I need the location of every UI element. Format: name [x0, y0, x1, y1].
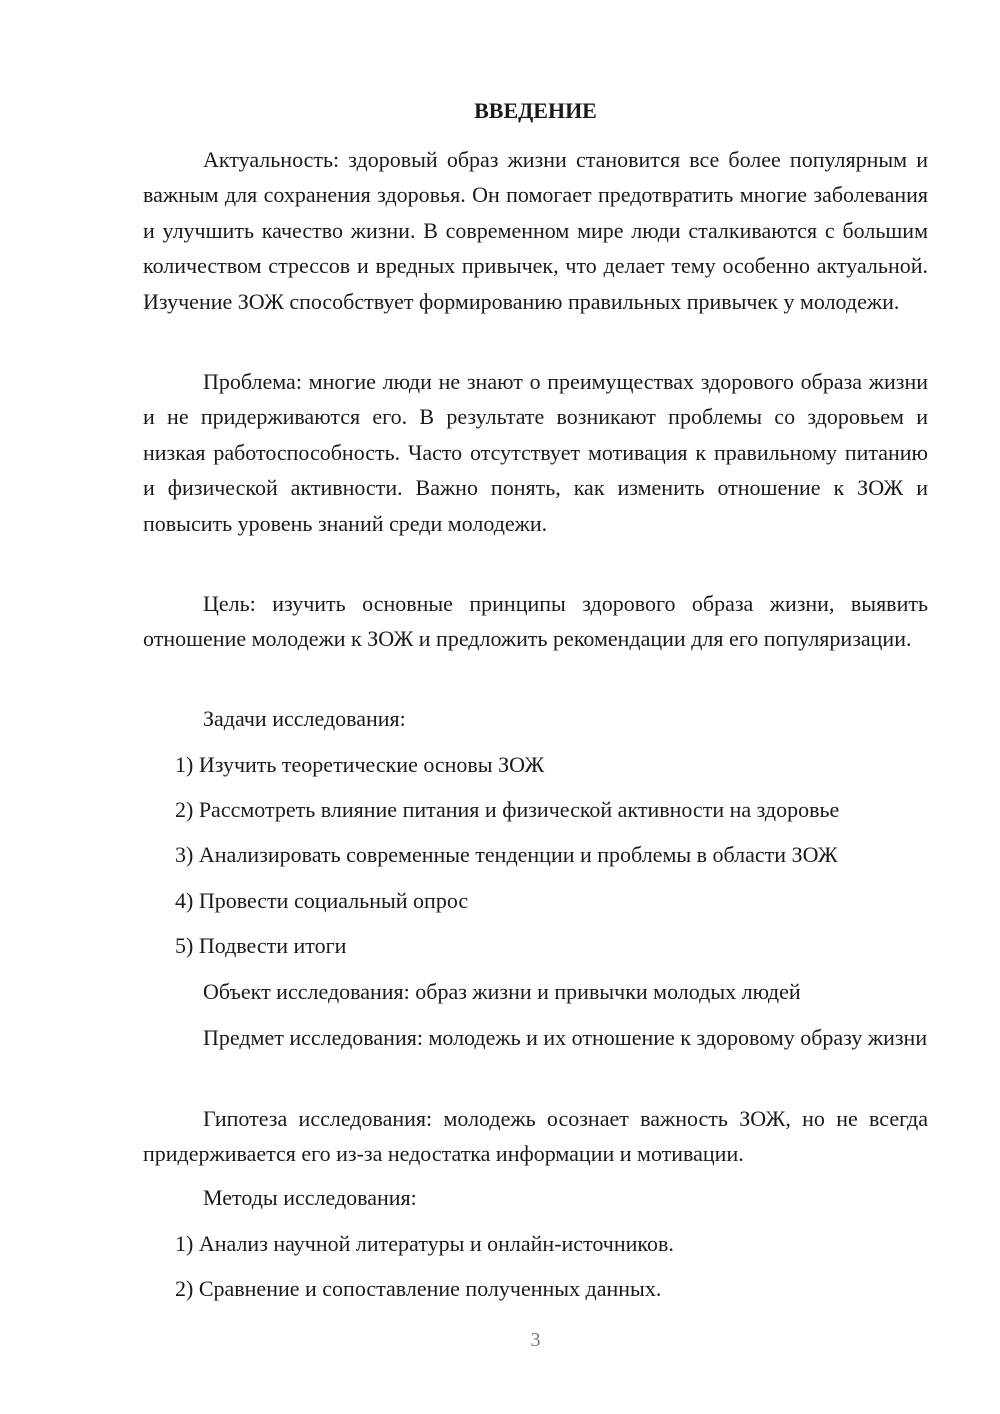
task-item-4: 4) Провести социальный опрос — [175, 888, 469, 913]
task-item-3: 3) Анализировать современные тенденции и проблемы в области ЗОЖ — [175, 842, 838, 867]
relevance-paragraph: Актуальность: здоровый образ жизни становится все более популярным и важным для сохранения здоровья. Он помогает предотвратить многие заболевания и улучшить качество жизни. В современном мире люди сталкиваются с большим количеством стрессов и вредных привычек, что делает тему особенно актуальной. Изучение ЗОЖ способствует формированию правильных привычек у молодежи. — [143, 147, 928, 314]
page-number: 3 — [530, 1329, 541, 1351]
goal-paragraph: Цель: изучить основные принципы здорового образа жизни, выявить отношение молодежи к ЗОЖ и предложить рекомендации для его популяризации. — [143, 591, 928, 652]
method-item-1: 1) Анализ научной литературы и онлайн-источников. — [175, 1231, 674, 1256]
object-line: Объект исследования: образ жизни и привычки молодых людей — [203, 979, 801, 1004]
method-item-2: 2) Сравнение и сопоставление полученных данных. — [175, 1276, 662, 1301]
hypothesis-paragraph: Гипотеза исследования: молодежь осознает важность ЗОЖ, но не всегда придерживается его из-за недостатка информации и мотивации. — [143, 1106, 928, 1167]
problem-paragraph: Проблема: многие люди не знают о преимуществах здорового образа жизни и не придерживаются его. В результате возникают проблемы со здоровьем и низкая работоспособность. Часто отсутствует мотивация к правильному питанию и физической активности. Важно понять, как изменить отношение к ЗОЖ и повысить уровень знаний среди молодежи. — [143, 369, 928, 536]
document-page — [143, 0, 928, 1414]
methods-heading: Методы исследования: — [203, 1185, 417, 1210]
task-item-2: 2) Рассмотреть влияние питания и физической активности на здоровье — [175, 797, 840, 822]
tasks-heading: Задачи исследования: — [203, 706, 406, 731]
subject-paragraph: Предмет исследования: молодежь и их отношение к здоровому образу жизни — [203, 1025, 928, 1050]
task-item-1: 1) Изучить теоретические основы ЗОЖ — [175, 752, 545, 777]
task-item-5: 5) Подвести итоги — [175, 933, 347, 958]
section-title: ВВЕДЕНИЕ — [474, 98, 597, 123]
